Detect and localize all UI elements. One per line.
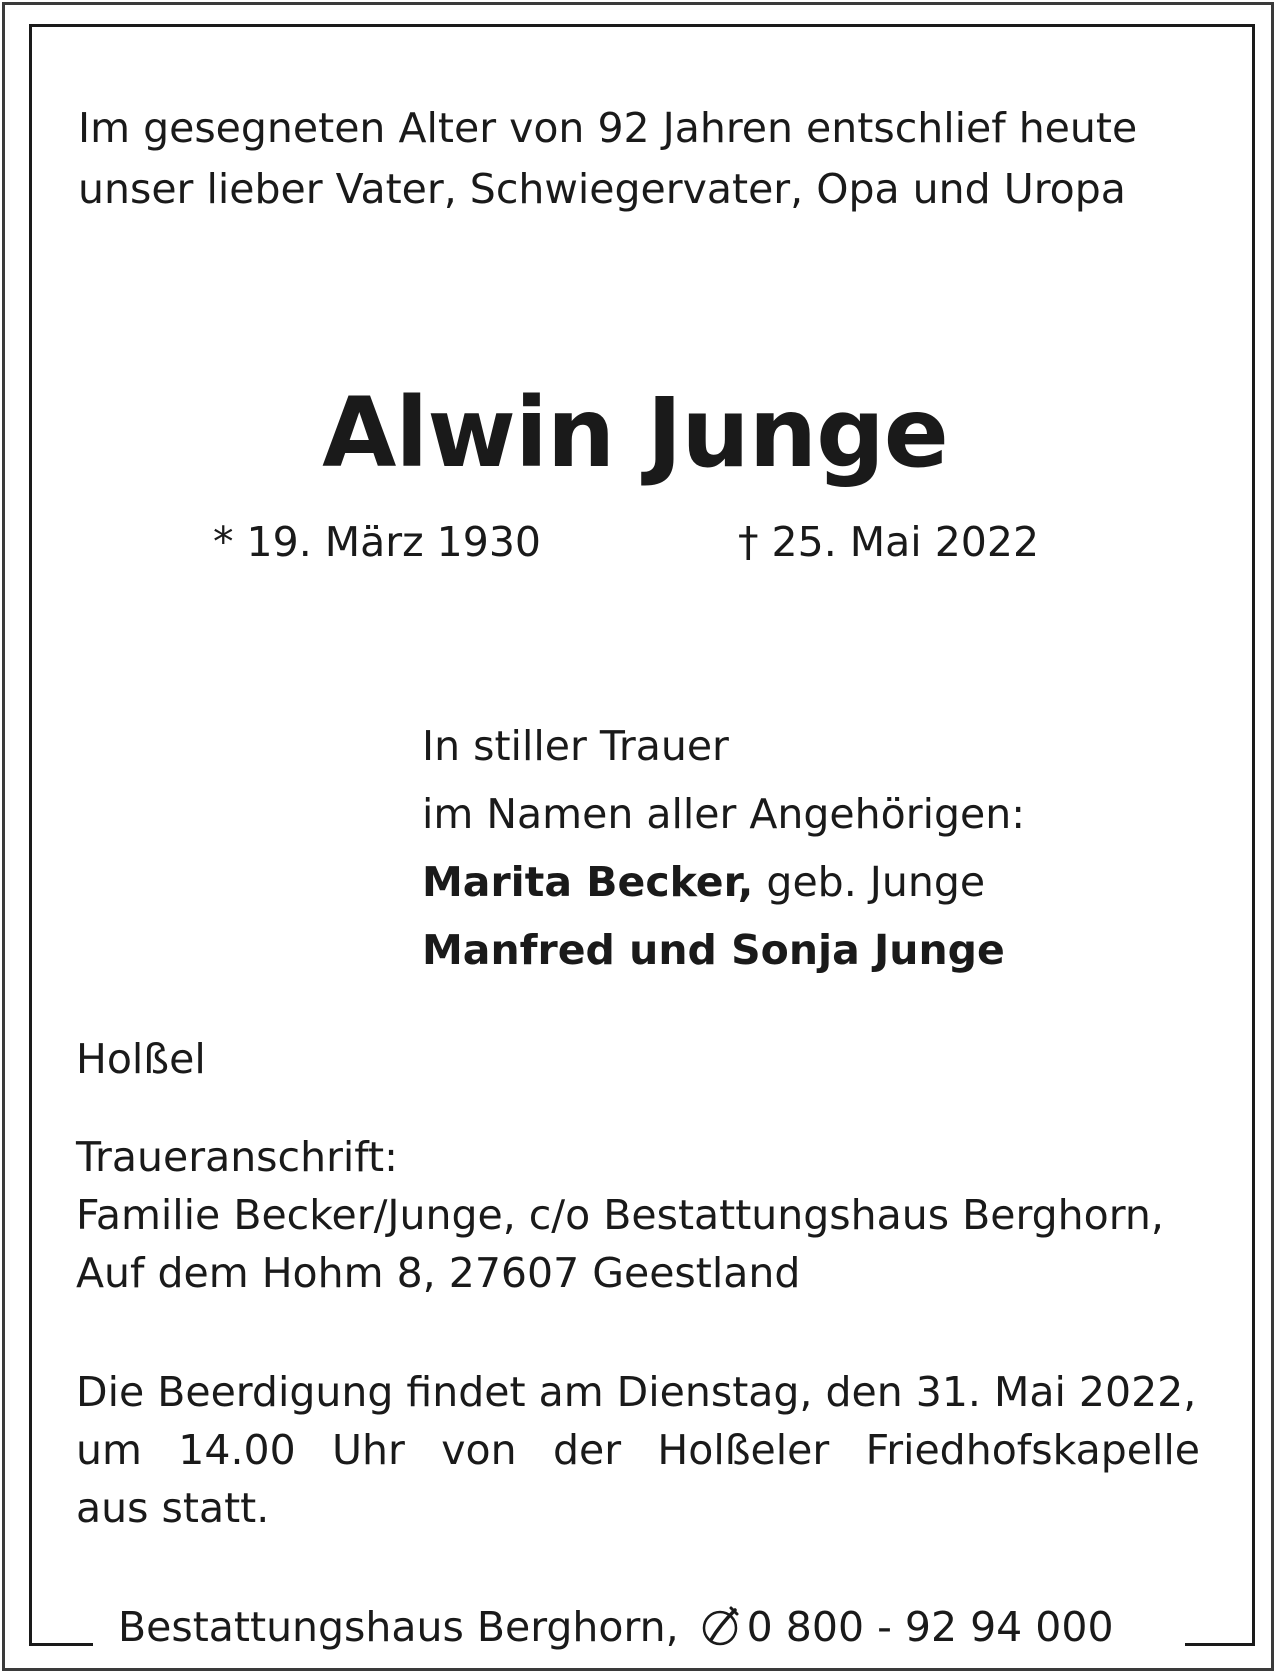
mourners-block (422, 712, 1025, 984)
funeral-word: Uhr (332, 1426, 405, 1474)
mourner-1 (422, 848, 1025, 916)
frame-right-line (1252, 24, 1255, 1646)
funeral-word: Holßeler (657, 1426, 830, 1474)
funeral-word: von (441, 1426, 517, 1474)
frame-top-line (29, 24, 1255, 27)
funeral-home-name: Bestattungshaus Berghorn, (118, 1603, 679, 1651)
mourners-line-1: In stiller Trauer (422, 722, 729, 770)
address-line-1: Familie Becker/Junge, c/o Bestattungshaus Berghorn, (76, 1191, 1164, 1239)
telephone-icon (697, 1604, 743, 1650)
death-date: † 25. Mai 2022 (738, 518, 1040, 566)
mourning-address (76, 1128, 1164, 1302)
funeral-word: 14.00 (178, 1426, 296, 1474)
funeral-info (76, 1363, 1200, 1537)
birth-date: * 19. März 1930 (213, 518, 542, 566)
footer-contact (112, 1597, 1184, 1657)
intro-line-1: Im gesegneten Alter von 92 Jahren entschlief heute (78, 104, 1138, 152)
address-label: Traueranschrift: (76, 1133, 398, 1181)
frame-left-line (29, 24, 32, 1646)
funeral-word: Friedhofskapelle (865, 1426, 1200, 1474)
place-name: Holßel (76, 1035, 206, 1083)
deceased-name: Alwin Junge (322, 377, 948, 489)
mourners-line-2: im Namen aller Angehörigen: (422, 790, 1026, 838)
frame-bottom-right-line (1185, 1643, 1255, 1646)
mourner-1-name: Marita Becker, (422, 858, 754, 906)
frame-bottom-left-line (29, 1643, 93, 1646)
mourner-1-suffix: geb. Junge (753, 858, 986, 906)
phone-number: 0 800 - 92 94 000 (746, 1603, 1114, 1651)
intro-text (78, 98, 1218, 220)
funeral-line-3: aus statt. (76, 1484, 270, 1532)
intro-line-2: unser lieber Vater, Schwiegervater, Opa und Uropa (78, 165, 1126, 213)
address-line-2: Auf dem Hohm 8, 27607 Geestland (76, 1249, 801, 1297)
funeral-line-1: Die Beerdigung findet am Dienstag, den 31. Mai 2022, (76, 1368, 1197, 1416)
mourner-2: Manfred und Sonja Junge (422, 926, 1005, 974)
funeral-word: der (552, 1426, 622, 1474)
funeral-word: um (76, 1426, 142, 1474)
funeral-line-2 (76, 1421, 1200, 1479)
